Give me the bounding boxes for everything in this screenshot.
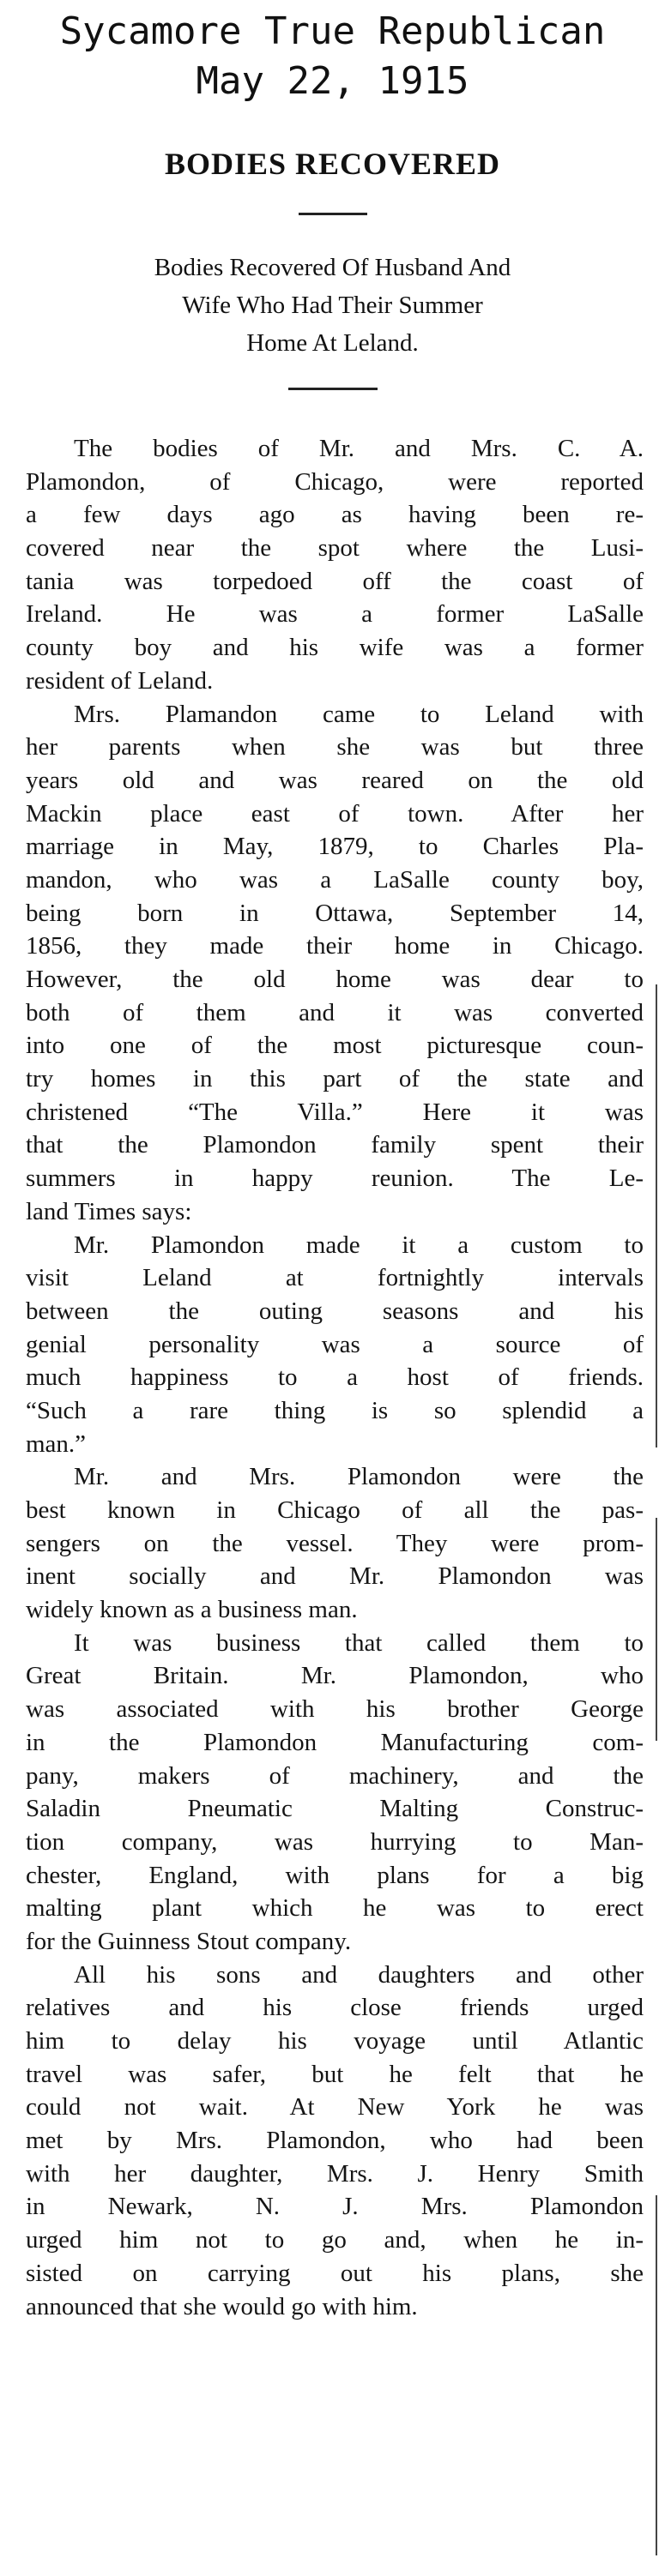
article-line: announced that she would go with him. <box>26 2292 418 2320</box>
article-line: It was business that called them to <box>74 1628 644 1657</box>
article-line: was associated with his brother George <box>26 1695 644 1724</box>
article-line: met by Mrs. Plamondon, who had been <box>26 2127 644 2155</box>
article-line: sisted on carrying out his plans, she <box>26 2259 644 2287</box>
article-line: Plamondon, of Chicago, were reported <box>26 467 644 496</box>
article-line: Mr. Plamondon made it a custom to <box>74 1231 644 1259</box>
article-line: pany, makers of machinery, and the <box>26 1761 644 1790</box>
article-line: “Such a rare thing is so splendid a <box>26 1396 644 1424</box>
article-line: covered near the spot where the Lusi- <box>26 534 644 563</box>
article-line: inent socially and Mr. Plamondon was <box>26 1562 644 1591</box>
subhead-line: Bodies Recovered Of Husband And <box>154 254 511 281</box>
source-header <box>0 7 665 106</box>
article-line: her parents when she was but three <box>26 733 644 761</box>
article-line: travel was safer, but he felt that he <box>26 2060 644 2088</box>
article-line: with her daughter, Mrs. J. Henry Smith <box>26 2159 644 2188</box>
subhead-rule <box>288 388 378 390</box>
article-line: chester, England, with plans for a big <box>26 1861 644 1889</box>
article-line: relatives and his close friends urged <box>26 1994 644 2022</box>
article-subhead <box>0 249 665 362</box>
column-rule <box>656 984 657 1447</box>
headline-rule <box>299 213 367 215</box>
article-line: sengers on the vessel. They were prom- <box>26 1529 644 1557</box>
article-line: land Times says: <box>26 1197 192 1225</box>
subhead-line: Wife Who Had Their Summer <box>182 292 483 319</box>
article-line: between the outing seasons and his <box>26 1297 644 1325</box>
article-line: could not wait. At New York he was <box>26 2093 644 2122</box>
article-line: genial personality was a source of <box>26 1330 644 1358</box>
article-line: both of them and it was converted <box>26 998 644 1026</box>
article-headline: BODIES RECOVERED <box>164 147 501 181</box>
article-line: urged him not to go and, when he in- <box>26 2226 644 2254</box>
article-line: tion company, was hurrying to Man- <box>26 1827 644 1856</box>
article-line: christened “The Villa.” Here it was <box>26 1098 644 1126</box>
article-line: Mrs. Plamandon came to Leland with <box>74 700 644 728</box>
article-line: widely known as a business man. <box>26 1596 358 1624</box>
article-line: in Newark, N. J. Mrs. Plamondon <box>26 2193 644 2221</box>
article-line: resident of Leland. <box>26 666 214 695</box>
article-line: malting plant which he was to erect <box>26 1894 644 1923</box>
article-line: a few days ago as having been re- <box>26 501 644 529</box>
article-line: Great Britain. Mr. Plamondon, who <box>26 1662 644 1690</box>
article-line: man.” <box>26 1429 87 1458</box>
article-line: mandon, who was a LaSalle county boy, <box>26 865 644 894</box>
publication-date: May 22, 1915 <box>196 59 469 103</box>
article-line: 1856, they made their home in Chicago. <box>26 932 644 960</box>
article-line: However, the old home was dear to <box>26 966 644 993</box>
article-line: in the Plamondon Manufacturing com- <box>26 1728 644 1756</box>
article-line: best known in Chicago of all the pas- <box>26 1496 644 1524</box>
article-line: being born in Ottawa, September 14, <box>26 899 644 927</box>
article-line: tania was torpedoed off the coast of <box>26 567 644 595</box>
article-line: Ireland. He was a former LaSalle <box>26 600 644 629</box>
article-line: county boy and his wife was a former <box>26 634 644 662</box>
article-line: much happiness to a host of friends. <box>26 1363 644 1392</box>
subhead-line: Home At Leland. <box>246 329 419 357</box>
article-line: Saladin Pneumatic Malting Construc- <box>26 1795 644 1823</box>
article-body <box>26 432 644 2323</box>
article-line: that the Plamondon family spent their <box>26 1131 644 1159</box>
article-line: All his sons and daughters and other <box>74 1960 644 1989</box>
column-rule <box>656 1518 657 1741</box>
article-line: Mr. and Mrs. Plamondon were the <box>74 1463 644 1491</box>
article-line: years old and was reared on the old <box>26 766 644 794</box>
article-line: try homes in this part of the state and <box>26 1065 644 1093</box>
column-rule <box>656 2195 657 2555</box>
article-line: into one of the most picturesque coun- <box>26 1032 644 1060</box>
article-line: The bodies of Mr. and Mrs. C. A. <box>74 435 644 462</box>
article-line: Mackin place east of town. After her <box>26 799 644 828</box>
article-line: marriage in May, 1879, to Charles Pla- <box>26 833 644 861</box>
publication-name: Sycamore True Republican <box>59 9 606 53</box>
article-line: him to delay his voyage until Atlantic <box>26 2027 644 2055</box>
article-line: summers in happy reunion. The Le- <box>26 1165 644 1193</box>
article-line: for the Guinness Stout company. <box>26 1927 352 1955</box>
article-line: visit Leland at fortnightly intervals <box>26 1264 644 1292</box>
